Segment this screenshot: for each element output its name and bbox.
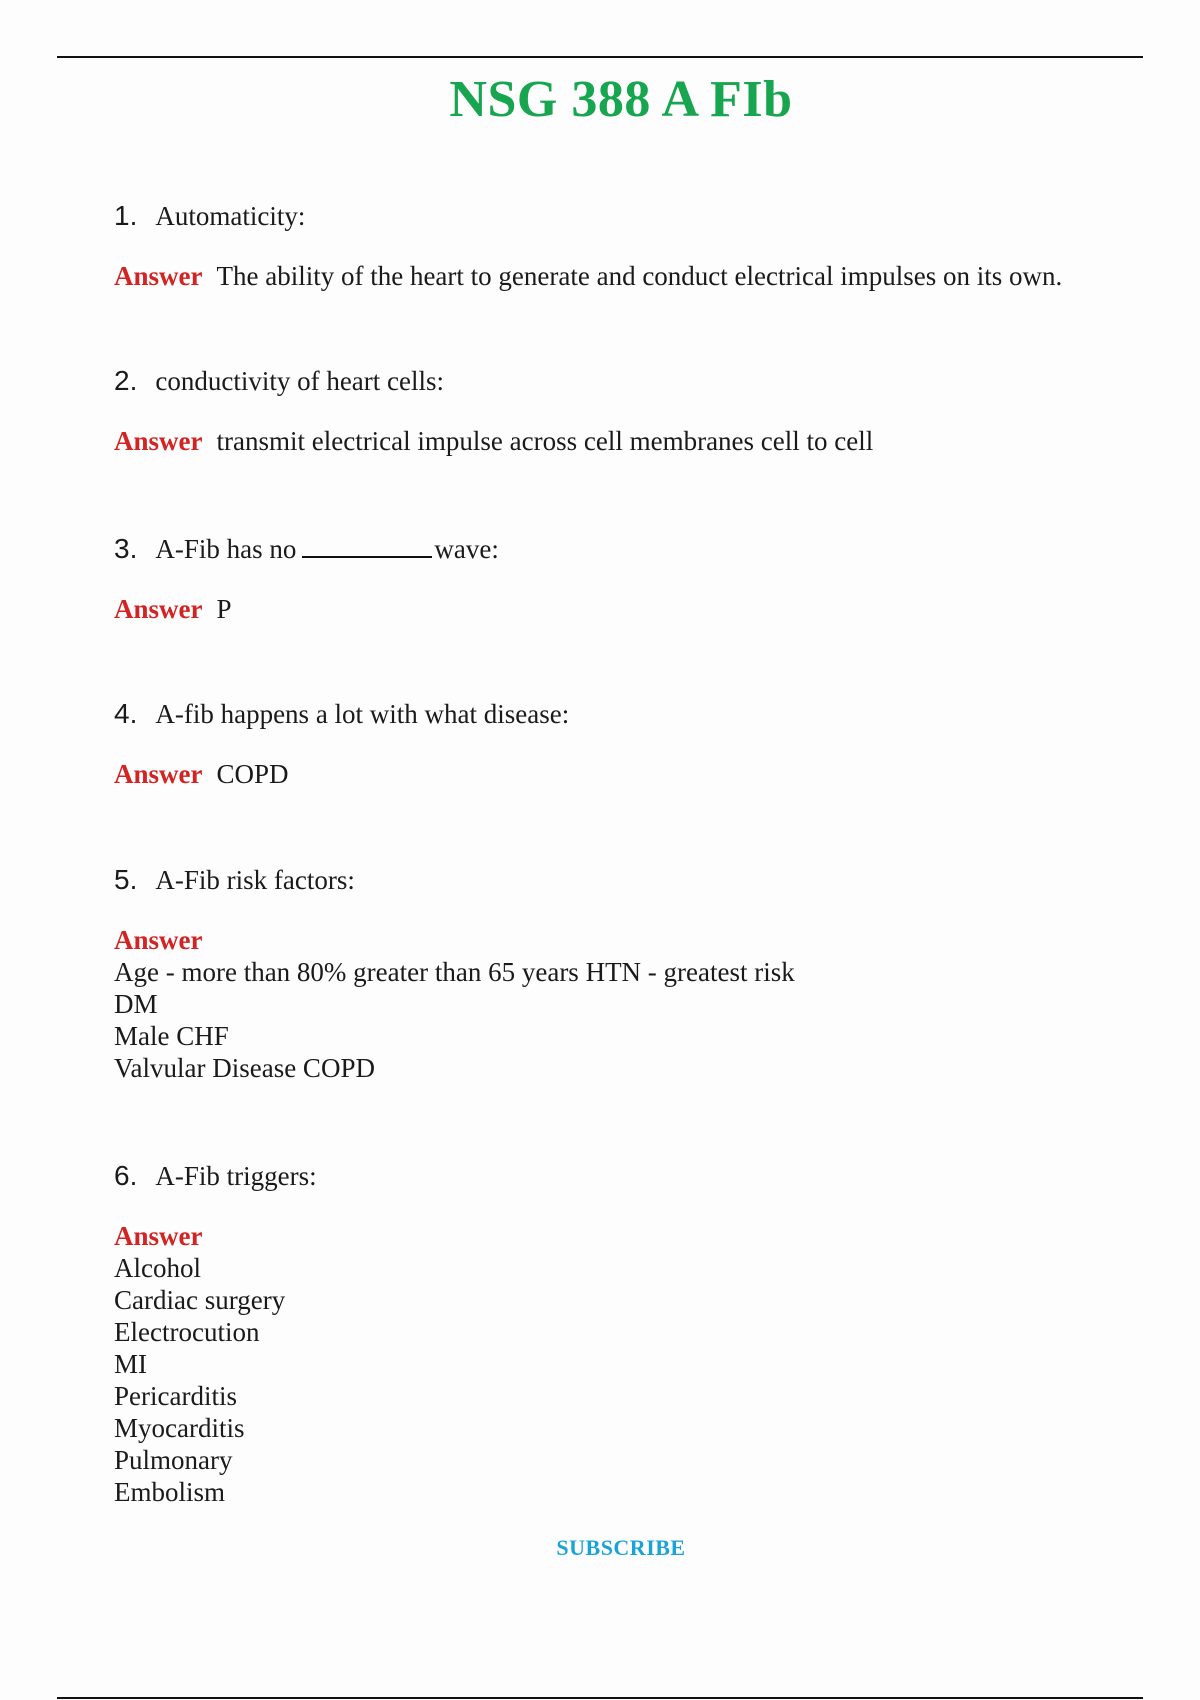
answer-label: Answer (114, 594, 203, 624)
question-number: 3. (114, 533, 138, 564)
answer (114, 593, 499, 625)
question-6 (114, 1160, 317, 1508)
answer-line: Cardiac surgery (114, 1285, 286, 1315)
answer (114, 260, 1062, 292)
question-number: 6. (114, 1160, 138, 1191)
question-5 (114, 864, 795, 1084)
answer-label: Answer (114, 426, 203, 456)
answer-line: Electrocution (114, 1317, 260, 1347)
fill-in-blank (302, 532, 432, 558)
answer-line: DM (114, 989, 158, 1019)
answer-text: transmit electrical impulse across cell membranes cell to cell (216, 426, 874, 456)
question-2 (114, 365, 873, 457)
answer-text: P (216, 594, 232, 624)
question-text (114, 864, 795, 896)
answer-line: Alcohol (114, 1253, 201, 1283)
answer-line: MI (114, 1349, 147, 1379)
subscribe-link[interactable]: SUBSCRIBE (556, 1535, 686, 1560)
answer-label: Answer (114, 261, 203, 291)
question-number: 5. (114, 864, 138, 895)
answer-line: Pulmonary (114, 1445, 233, 1475)
answer-label: Answer (114, 1221, 203, 1251)
question-prompt: A-Fib triggers: (155, 1161, 317, 1191)
question-3 (114, 532, 499, 625)
answer (114, 425, 873, 457)
bottom-rule (57, 1697, 1143, 1699)
answer-label: Answer (114, 925, 203, 955)
question-text (114, 532, 499, 565)
question-text (114, 365, 873, 397)
question-text (114, 1160, 317, 1192)
question-text (114, 698, 569, 730)
answer-line: Age - more than 80% greater than 65 years HTN - greatest risk (114, 957, 795, 987)
question-prompt: A-Fib risk factors: (155, 865, 355, 895)
question-prompt-before: A-Fib has no (155, 534, 297, 564)
answer-label: Answer (114, 759, 203, 789)
question-prompt: A-fib happens a lot with what disease: (155, 699, 570, 729)
question-text (114, 200, 1062, 232)
document-title: NSG 388 A FIb (449, 71, 793, 128)
answer-line: Male CHF (114, 1021, 229, 1051)
answer-line: Myocarditis (114, 1413, 245, 1443)
answer (114, 924, 795, 1084)
question-number: 1. (114, 200, 138, 231)
question-prompt: conductivity of heart cells: (155, 366, 445, 396)
answer-line: Valvular Disease COPD (114, 1053, 375, 1083)
question-4 (114, 698, 569, 790)
question-1 (114, 200, 1062, 292)
answer-line: Embolism (114, 1477, 226, 1507)
answer-line: Pericarditis (114, 1381, 237, 1411)
answer-text: COPD (216, 759, 289, 789)
answer (114, 1220, 317, 1508)
question-prompt-after: wave: (434, 534, 499, 564)
question-number: 4. (114, 698, 138, 729)
answer (114, 758, 569, 790)
question-prompt: Automaticity: (155, 201, 306, 231)
question-number: 2. (114, 365, 138, 396)
top-rule (57, 56, 1143, 58)
answer-text: The ability of the heart to generate and conduct electrical impulses on its own. (216, 261, 1063, 291)
